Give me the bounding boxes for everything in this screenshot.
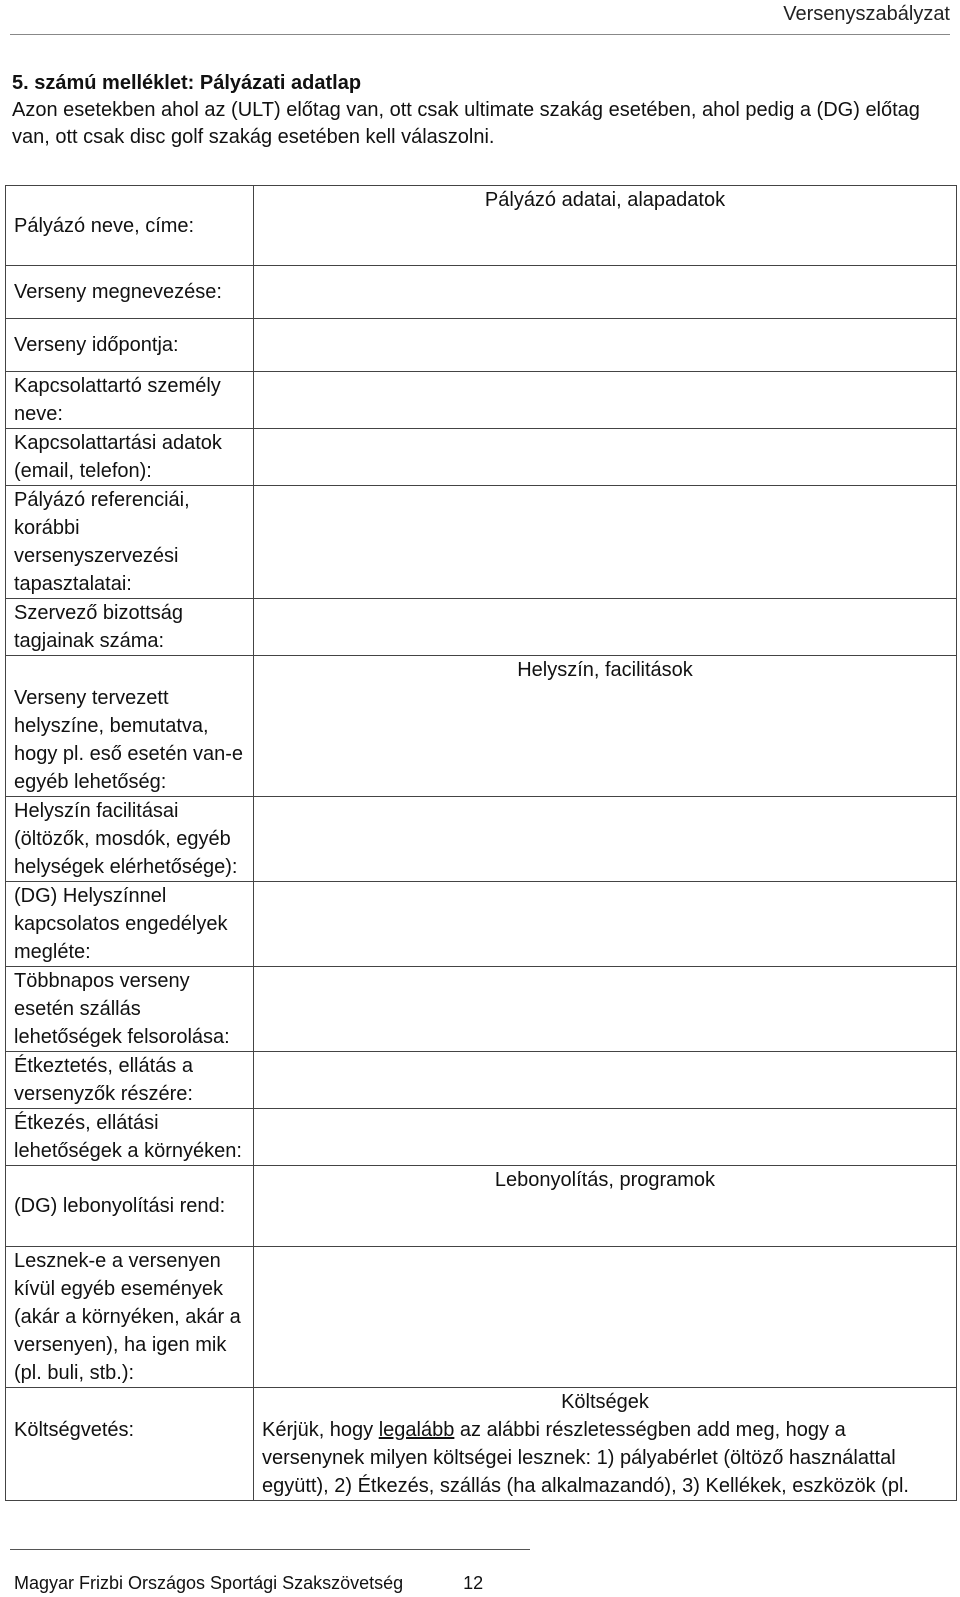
budget-note-part1: Kérjük, hogy (262, 1419, 379, 1441)
form-label: Szervező bizottság tagjainak száma: (6, 599, 254, 656)
header-divider (10, 34, 950, 35)
form-label: (DG) lebonyolítási rend: (6, 1166, 254, 1247)
annex-title: 5. számú melléklet: Pályázati adatlap (12, 72, 362, 94)
form-label: Verseny tervezett helyszíne, bemutatva, hogy pl. eső esetén van-e egyéb lehetőség: (6, 656, 254, 797)
form-label: Pályázó referenciái, korábbi versenyszervezési tapasztalatai: (6, 486, 254, 599)
form-label: Lesznek-e a versenyen kívül egyéb események (akár a környéken, akár a versenyen), ha igen mik (pl. buli, stb.): (6, 1247, 254, 1388)
answer-cell[interactable] (254, 486, 957, 599)
running-header: Versenyszabályzat (783, 3, 950, 25)
section-header-venue[interactable]: Helyszín, facilitások (254, 656, 957, 797)
footer-divider (10, 1549, 530, 1550)
section-header-organisation[interactable]: Lebonyolítás, programok (254, 1166, 957, 1247)
answer-cell[interactable] (254, 1052, 957, 1109)
intro-text: Azon esetekben ahol az (ULT) előtag van, ott csak ultimate szakág esetében, ahol pedig a (DG) előtag van, ott csak disc golf szakág esetében kell válaszolni. (12, 99, 920, 148)
budget-instructions (262, 1416, 948, 1500)
intro (12, 70, 952, 151)
form-label: Étkezés, ellátási lehetőségek a környéken: (6, 1109, 254, 1166)
section-header-costs: Költségek (561, 1391, 649, 1413)
answer-cell[interactable] (254, 599, 957, 656)
answer-cell[interactable] (254, 372, 957, 429)
budget-note-emphasis: legalább (378, 1419, 455, 1441)
form-label: Helyszín facilitásai (öltözők, mosdók, egyéb helységek elérhetősége): (6, 797, 254, 882)
answer-cell[interactable] (254, 1247, 957, 1388)
answer-cell[interactable] (254, 797, 957, 882)
answer-cell[interactable] (254, 319, 957, 372)
section-header-basic-data[interactable]: Pályázó adatai, alapadatok (254, 186, 957, 266)
form-label: (DG) Helyszínnel kapcsolatos engedélyek megléte: (6, 882, 254, 967)
form-label: Pályázó neve, címe: (6, 186, 254, 266)
form-label: Költségvetés: (6, 1388, 254, 1501)
answer-cell[interactable] (254, 266, 957, 319)
answer-cell[interactable] (254, 1109, 957, 1166)
form-label: Kapcsolattartó személy neve: (6, 372, 254, 429)
form-label: Étkeztetés, ellátás a versenyzők részére: (6, 1052, 254, 1109)
budget-cell[interactable] (254, 1388, 957, 1501)
footer (14, 1573, 483, 1594)
form-label: Kapcsolattartási adatok (email, telefon): (6, 429, 254, 486)
budget-note-part2: az alábbi részletességben add meg, hogy a versenynek milyen költségei lesznek: 1) pályabérlet (öltöző használattal együtt), 2) Étkezés, szállás (ha alkalmazandó), 3) Kellékek, eszközök (pl. (262, 1419, 909, 1497)
form-label: Verseny időpontja: (6, 319, 254, 372)
page-number: 12 (463, 1573, 484, 1593)
form-label: Verseny megnevezése: (6, 266, 254, 319)
form-label: Többnapos verseny esetén szállás lehetőségek felsorolása: (6, 967, 254, 1052)
application-form-table (5, 185, 957, 1501)
footer-org: Magyar Frizbi Országos Sportági Szakszövetség (14, 1573, 404, 1593)
answer-cell[interactable] (254, 429, 957, 486)
answer-cell[interactable] (254, 882, 957, 967)
answer-cell[interactable] (254, 967, 957, 1052)
